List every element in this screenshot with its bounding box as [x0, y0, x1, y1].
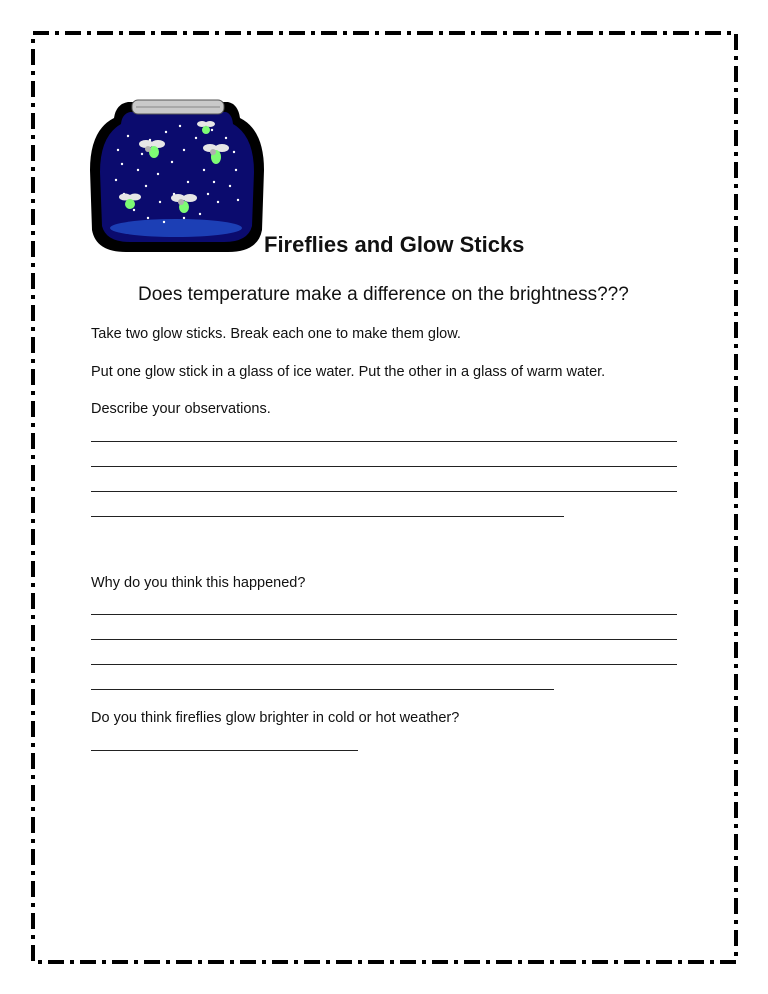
instruction-step-1: Take two glow sticks. Break each one to make them glow. — [91, 326, 461, 342]
observations-prompt: Describe your observations. — [91, 401, 271, 417]
observations-answer-line[interactable] — [91, 466, 677, 467]
page-title: Fireflies and Glow Sticks — [264, 232, 525, 257]
observations-answer-line[interactable] — [91, 516, 564, 517]
main-question: Does temperature make a difference on the brightness??? — [138, 284, 629, 305]
why-answer-line[interactable] — [91, 614, 677, 615]
observations-answer-line[interactable] — [91, 441, 677, 442]
why-prompt: Why do you think this happened? — [91, 575, 306, 591]
instruction-step-2: Put one glow stick in a glass of ice water. Put the other in a glass of warm water. — [91, 364, 606, 380]
fireflies-answer-line[interactable] — [91, 750, 358, 751]
why-answer-line[interactable] — [91, 639, 677, 640]
why-answer-line[interactable] — [91, 689, 554, 690]
observations-answer-line[interactable] — [91, 491, 677, 492]
why-answer-line[interactable] — [91, 664, 677, 665]
fireflies-prompt: Do you think fireflies glow brighter in cold or hot weather? — [91, 710, 460, 726]
firefly-jar-icon — [88, 90, 266, 256]
